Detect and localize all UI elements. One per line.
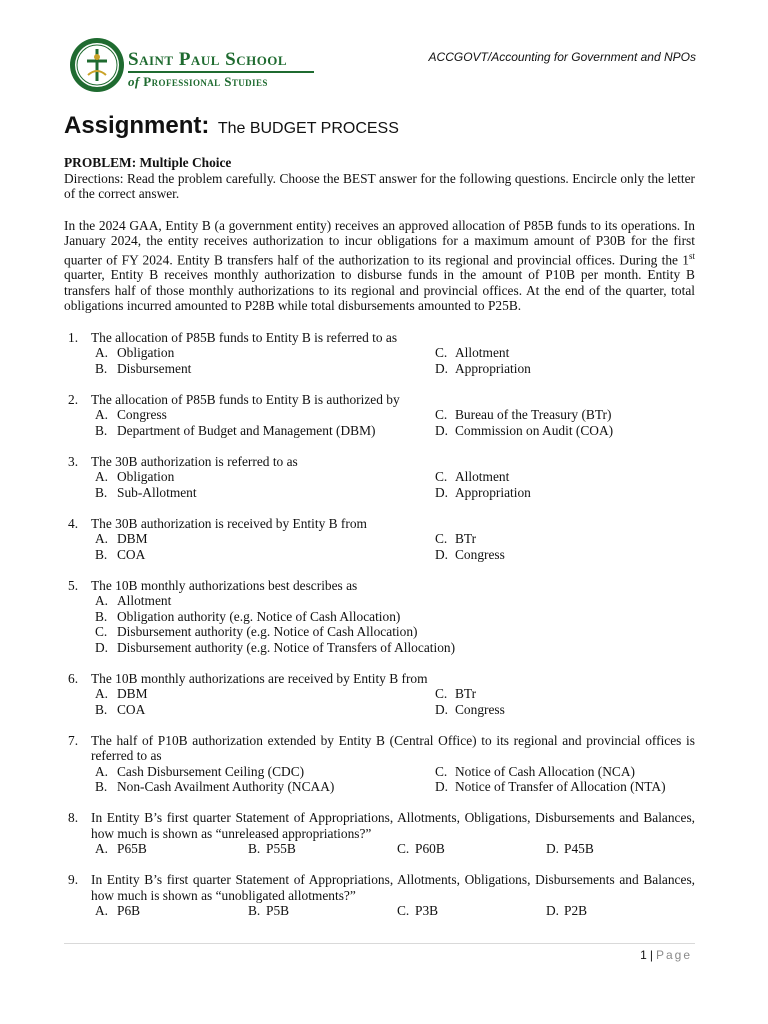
school-name — [128, 50, 314, 88]
choice-a[interactable] — [91, 531, 435, 547]
choice-letter: A. — [95, 686, 109, 702]
footer-separator: | — [649, 948, 653, 962]
choice-a[interactable] — [91, 469, 435, 485]
question-number: 2. — [68, 391, 79, 407]
choice-a[interactable] — [91, 593, 722, 609]
choice-text: Disbursement — [117, 360, 192, 376]
question-4 — [64, 516, 695, 563]
choice-c[interactable] — [435, 469, 722, 485]
question-number: 6. — [68, 670, 79, 686]
question-text: In Entity B’s first quarter Statement of Appropriations, Allotments, Obligations, Disbursements and Balances, how much is shown as “unobligated allotments?” — [91, 872, 695, 903]
choice-c[interactable] — [435, 764, 722, 780]
choice-d[interactable] — [435, 423, 722, 439]
choice-d[interactable] — [435, 702, 722, 718]
question-number: 1. — [68, 329, 79, 345]
school-name-of: of — [128, 74, 140, 89]
choice-text: P6B — [117, 903, 141, 919]
choice-list — [91, 345, 695, 376]
page-title — [64, 112, 399, 140]
choice-letter: D. — [435, 546, 449, 562]
question-number: 5. — [68, 577, 79, 593]
choice-text: P45B — [564, 841, 594, 857]
question-text: The half of P10B authorization extended by Entity B (Central Office) to its regional and provincial offices is referred to as — [91, 732, 695, 764]
choice-letter: C. — [95, 624, 108, 640]
choice-letter: B. — [95, 546, 108, 562]
page-header — [0, 0, 768, 100]
choice-letter: D. — [95, 639, 109, 655]
choice-text: Congress — [455, 701, 505, 717]
choice-text: DBM — [117, 531, 148, 547]
choice-c[interactable] — [91, 624, 722, 640]
choice-letter: D. — [546, 841, 560, 857]
choice-text: BTr — [455, 686, 477, 702]
choice-letter: D. — [546, 903, 560, 919]
choice-letter: A. — [95, 841, 109, 857]
choice-d[interactable] — [435, 485, 722, 501]
choice-letter: B. — [95, 484, 108, 500]
question-6 — [64, 671, 695, 718]
choice-letter: A. — [95, 407, 109, 423]
question-text: The 10B monthly authorizations best describes as — [91, 577, 358, 593]
question-9 — [64, 872, 695, 919]
choice-letter: B. — [95, 779, 108, 795]
choice-letter: A. — [95, 763, 109, 779]
choice-letter: B. — [248, 903, 261, 919]
document-body — [64, 155, 695, 934]
choice-c[interactable] — [435, 686, 722, 702]
choice-list — [91, 407, 695, 438]
choice-a[interactable] — [91, 903, 248, 919]
question-number: 3. — [68, 453, 79, 469]
choice-letter: C. — [435, 763, 448, 779]
question-1 — [64, 330, 695, 377]
choice-text: Obligation — [117, 345, 175, 361]
choice-text: BTr — [455, 531, 477, 547]
choice-b[interactable] — [91, 609, 722, 625]
choice-text: Appropriation — [455, 484, 531, 500]
choice-letter: B. — [248, 841, 261, 857]
choice-letter: A. — [95, 345, 109, 361]
choice-text: P65B — [117, 841, 147, 857]
page-title-main: Assignment: — [64, 112, 210, 139]
choice-text: Bureau of the Treasury (BTr) — [455, 407, 612, 423]
choice-letter: C. — [435, 407, 448, 423]
scenario-superscript: st — [688, 250, 695, 261]
choice-b[interactable] — [248, 841, 397, 857]
choice-letter: C. — [435, 469, 448, 485]
question-number: 7. — [68, 732, 79, 748]
question-5 — [64, 578, 695, 656]
choice-letter: C. — [435, 531, 448, 547]
question-7 — [64, 733, 695, 795]
choice-c[interactable] — [435, 407, 722, 423]
school-name-rule — [128, 71, 314, 73]
footer-divider — [64, 943, 695, 944]
choice-d[interactable] — [435, 547, 722, 563]
choice-letter: A. — [95, 469, 109, 485]
choice-a[interactable] — [91, 407, 435, 423]
question-list — [64, 330, 695, 919]
choice-text: Non-Cash Availment Authority (NCAA) — [117, 779, 335, 795]
question-number: 8. — [68, 810, 79, 826]
choice-b[interactable] — [91, 485, 435, 501]
choice-text: Cash Disbursement Ceiling (CDC) — [117, 763, 305, 779]
choice-c[interactable] — [435, 345, 722, 361]
question-3 — [64, 454, 695, 501]
school-seal-icon — [69, 37, 125, 93]
choice-b[interactable] — [91, 779, 435, 795]
directions-text: Directions: Read the problem carefully. Choose the BEST answer for the following questions. Encircle only the letter of the correct answer. — [64, 170, 695, 201]
page-title-sub: The BUDGET PROCESS — [217, 120, 399, 137]
problem-heading: PROBLEM: Multiple Choice — [64, 155, 232, 170]
choice-text: Congress — [455, 546, 505, 562]
choice-text: Congress — [117, 407, 167, 423]
school-name-line1: Saint Paul School — [128, 49, 288, 70]
choice-text: P5B — [266, 903, 290, 919]
choice-text: Obligation authority (e.g. Notice of Cash Allocation) — [117, 608, 401, 624]
choice-text: P60B — [415, 841, 445, 857]
choice-text: P3B — [415, 903, 439, 919]
choice-text: Disbursement authority (e.g. Notice of Transfers of Allocation) — [117, 639, 456, 655]
choice-letter: D. — [435, 701, 449, 717]
choice-a[interactable] — [91, 764, 435, 780]
scenario-part1: In the 2024 GAA, Entity B (a government entity) receives an approved allocation of P85B funds to its operations. In January 2024, the entity receives authorization to incur obligations for a maximum amount of P30B for the first quarter of FY 2024. Entity B transfers half of the authorization to its regional and provincial offices. During the 1 — [64, 217, 695, 267]
scenario-part2: quarter, Entity B receives monthly authorization to disburse funds in the amount of P10B per month. Entity B transfers half of those monthly authorizations to its regional and provincial offices. At the end of the quarter, total obligations incurred amounted to P28B while total disbursements amounted to P25B. — [64, 267, 695, 314]
choice-text: Notice of Transfer of Allocation (NTA) — [455, 779, 666, 795]
school-name-line2 — [128, 75, 314, 88]
choice-letter: C. — [435, 686, 448, 702]
choice-a[interactable] — [91, 345, 435, 361]
choice-text: Department of Budget and Management (DBM) — [117, 422, 376, 438]
choice-list — [91, 531, 695, 562]
choice-letter: B. — [95, 608, 108, 624]
choice-letter: A. — [95, 531, 109, 547]
choice-list — [91, 841, 695, 857]
choice-list — [91, 686, 695, 717]
school-name-line2-text: Professional Studies — [143, 74, 268, 89]
question-2 — [64, 392, 695, 439]
choice-b[interactable] — [91, 547, 435, 563]
choice-letter: C. — [435, 345, 448, 361]
choice-list — [91, 593, 695, 655]
question-text: The allocation of P85B funds to Entity B is authorized by — [91, 391, 400, 407]
choice-text: Allotment — [455, 345, 510, 361]
choice-text: Allotment — [455, 469, 510, 485]
choice-letter: B. — [95, 422, 108, 438]
choice-letter: D. — [435, 422, 449, 438]
question-text: The 10B monthly authorizations are received by Entity B from — [91, 670, 428, 686]
choice-b[interactable] — [91, 702, 435, 718]
choice-letter: C. — [397, 903, 410, 919]
choice-letter: D. — [435, 360, 449, 376]
choice-text: P55B — [266, 841, 296, 857]
question-number: 4. — [68, 515, 79, 531]
choice-d[interactable] — [435, 779, 722, 795]
choice-d[interactable] — [546, 903, 695, 919]
choice-c[interactable] — [397, 903, 546, 919]
choice-b[interactable] — [91, 361, 435, 377]
choice-text: Appropriation — [455, 360, 531, 376]
choice-list — [91, 764, 695, 795]
choice-text: Allotment — [117, 593, 172, 609]
page-footer — [640, 948, 692, 962]
question-text: The 30B authorization is referred to as — [91, 453, 298, 469]
choice-text: Notice of Cash Allocation (NCA) — [455, 763, 635, 779]
choice-list — [91, 903, 695, 919]
choice-list — [91, 469, 695, 500]
question-text: In Entity B’s first quarter Statement of Appropriations, Allotments, Obligations, Disbursements and Balances, how much is shown as “unreleased appropriations?” — [91, 810, 695, 841]
question-number: 9. — [68, 872, 79, 888]
question-text: The 30B authorization is received by Entity B from — [91, 515, 367, 531]
choice-d[interactable] — [91, 640, 722, 656]
choice-text: Disbursement authority (e.g. Notice of Cash Allocation) — [117, 624, 418, 640]
page-label: Page — [655, 948, 692, 962]
scenario-paragraph — [64, 218, 695, 314]
choice-b[interactable] — [91, 423, 435, 439]
choice-b[interactable] — [248, 903, 397, 919]
choice-c[interactable] — [397, 841, 546, 857]
choice-letter: D. — [435, 484, 449, 500]
choice-letter: A. — [95, 593, 109, 609]
course-title: ACCGOVT/Accounting for Government and NPOs — [428, 50, 696, 64]
choice-text: Obligation — [117, 469, 175, 485]
choice-d[interactable] — [546, 841, 695, 857]
choice-d[interactable] — [435, 361, 722, 377]
choice-a[interactable] — [91, 686, 435, 702]
page-number: 1 — [640, 948, 647, 962]
choice-a[interactable] — [91, 841, 248, 857]
choice-text: COA — [117, 546, 146, 562]
choice-text: COA — [117, 701, 146, 717]
question-8 — [64, 810, 695, 857]
choice-c[interactable] — [435, 531, 722, 547]
choice-letter: C. — [397, 841, 410, 857]
choice-letter: A. — [95, 903, 109, 919]
choice-text: P2B — [564, 903, 588, 919]
choice-letter: B. — [95, 360, 108, 376]
choice-text: DBM — [117, 686, 148, 702]
choice-text: Commission on Audit (COA) — [455, 422, 614, 438]
question-text: The allocation of P85B funds to Entity B is referred to as — [91, 329, 398, 345]
choice-letter: B. — [95, 701, 108, 717]
choice-letter: D. — [435, 779, 449, 795]
choice-text: Sub-Allotment — [117, 484, 197, 500]
